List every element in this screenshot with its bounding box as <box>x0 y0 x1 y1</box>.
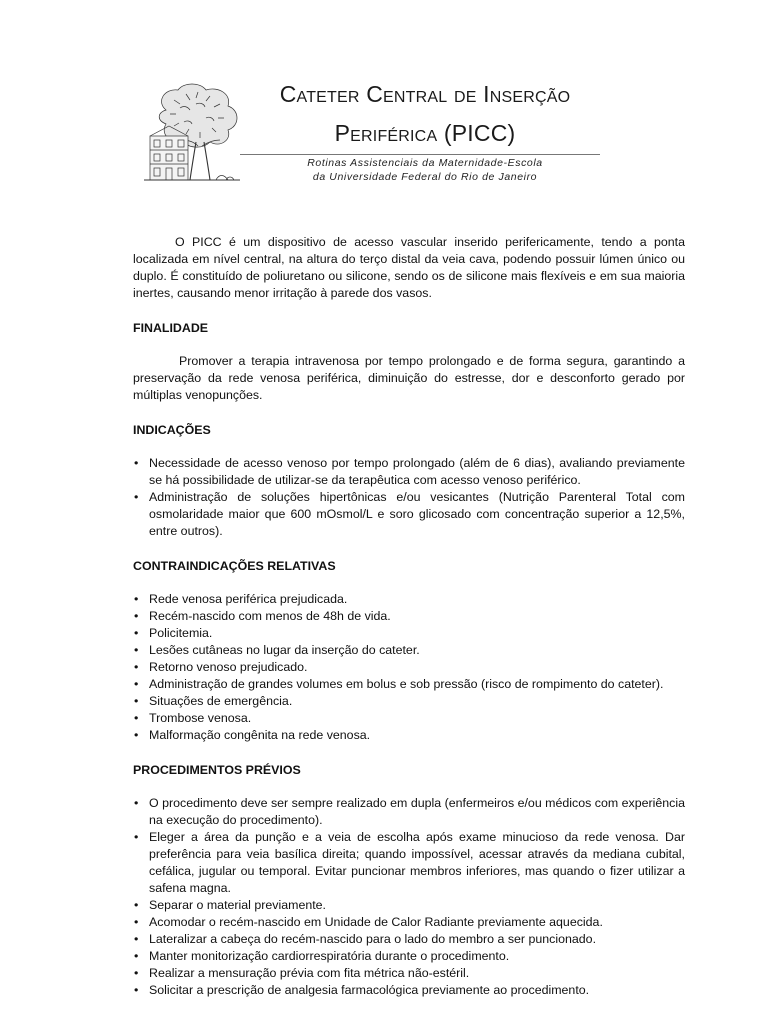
finalidade-paragraph: Promover a terapia intravenosa por tempo prolongado e de forma segura, garantindo a preservação da rede venosa periférica, diminuição do estresse, dor e desconforto gerado por múltiplas venopunções. <box>133 354 685 402</box>
intro-paragraph: O PICC é um dispositivo de acesso vascular inserido perifericamente, tendo a ponta localizada em nível central, na altura do terço distal da veia cava, podendo possuir lúmen único ou duplo. É constituído de poliuretano ou silicone, sendo os de silicone mais flexíveis e em sua maioria inertes, causando menor irritação à parede dos vasos. <box>133 235 685 300</box>
list-item: • Recém-nascido com menos de 48h de vida. <box>133 608 685 625</box>
list-item: • Separar o material previamente. <box>133 897 685 914</box>
document-body <box>133 234 685 999</box>
list-item: • O procedimento deve ser sempre realizado em dupla (enfermeiros e/ou médicos com experiência na execução do procedimento). <box>133 795 685 829</box>
list-item: • Retorno venoso prejudicado. <box>133 659 685 676</box>
list-item: • Malformação congênita na rede venosa. <box>133 727 685 744</box>
indicacoes-list <box>133 455 685 540</box>
list-item: • Administração de soluções hipertônicas e/ou vesicantes (Nutrição Parenteral Total com osmolaridade maior que 600 mOsmol/L e soro glicosado com concentração superior a 12,5%, entre outros). <box>133 489 685 540</box>
finalidade-heading: FINALIDADE <box>133 321 209 335</box>
list-item: • Lateralizar a cabeça do recém-nascido para o lado do membro a ser puncionado. <box>133 931 685 948</box>
list-item: • Eleger a área da punção e a veia de escolha após exame minucioso da rede venosa. Dar preferência para veia basílica direita; quando impossível, acessar através da mediana cubital, cefálica, jugular ou temporal. Evitar puncionar membros inferiores, mas quando o fizer utilizar a safena magna. <box>133 829 685 897</box>
list-item: • Situações de emergência. <box>133 693 685 710</box>
list-item: • Administração de grandes volumes em bolus e sob pressão (risco de rompimento do cateter). <box>133 676 685 693</box>
indicacoes-heading: INDICAÇÕES <box>133 423 211 437</box>
list-item: • Acomodar o recém-nascido em Unidade de Calor Radiante previamente aquecida. <box>133 914 685 931</box>
list-item: • Necessidade de acesso venoso por tempo prolongado (além de 6 dias), avaliando previamente se há possibilidade de utilizar-se da terapêutica com acesso venoso periférico. <box>133 455 685 489</box>
procedimentos-heading: PROCEDIMENTOS PRÉVIOS <box>133 763 301 777</box>
tree-building-logo-icon <box>136 80 248 186</box>
list-item: • Rede venosa periférica prejudicada. <box>133 591 685 608</box>
header-divider <box>240 154 600 155</box>
subtitle-line-1: Rotinas Assistenciais da Maternidade-Escola <box>307 157 543 169</box>
contraindicacoes-heading: CONTRAINDICAÇÕES RELATIVAS <box>133 559 336 573</box>
list-item: • Policitemia. <box>133 625 685 642</box>
contraindicacoes-list <box>133 591 685 744</box>
list-item: • Trombose venosa. <box>133 710 685 727</box>
list-item: • Solicitar a prescrição de analgesia farmacológica previamente ao procedimento. <box>133 982 685 999</box>
document-title-line-1: Cateter Central de Inserção <box>279 81 571 107</box>
list-item: • Manter monitorização cardiorrespiratória durante o procedimento. <box>133 948 685 965</box>
list-item: • Realizar a mensuração prévia com fita métrica não-estéril. <box>133 965 685 982</box>
document-title-line-2: Periférica (PICC) <box>334 120 516 146</box>
procedimentos-list <box>133 795 685 999</box>
list-item: • Lesões cutâneas no lugar da inserção do cateter. <box>133 642 685 659</box>
subtitle-line-2: da Universidade Federal do Rio de Janeiro <box>312 171 538 183</box>
